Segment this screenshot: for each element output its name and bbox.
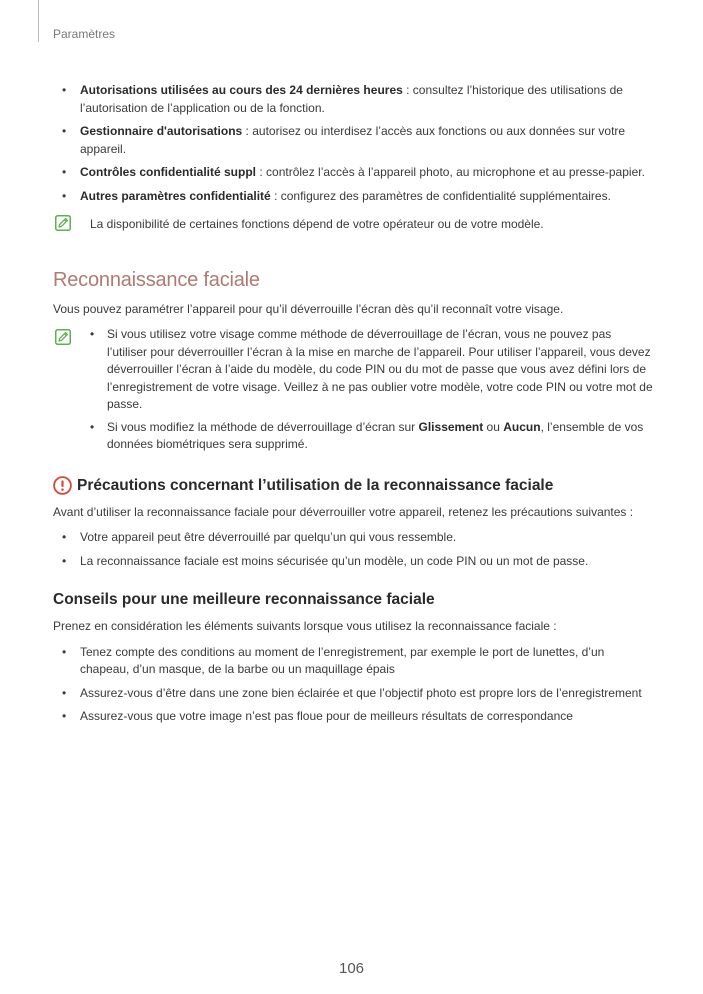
face-intro: Vous pouvez paramétrer l’appareil pour qu’il déverrouille l’écran dès qu’il reconnaît votre visage. <box>53 301 564 316</box>
list-item: • Tenez compte des conditions au moment de l’enregistrement, par exemple le port de lunettes, d’un chapeau, d’un masque, de la barbe ou un maquillage épais <box>53 644 653 679</box>
list-item: • Si vous utilisez votre visage comme méthode de déverrouillage de l’écran, vous ne pouvez pas l’utiliser pour déverrouiller l’écran à la mise en marche de l’appareil. Pour utiliser l’appareil, vous devez déverrouiller l’écran à l’aide du modèle, du code PIN ou du mot de passe que vous avez défini lors de l’enregistrement de votre visage. Veillez à ne pas oublier votre modèle, votre code PIN ou votre mot de passe. <box>90 326 653 414</box>
note-pencil-icon <box>55 329 71 345</box>
page-number: 106 <box>338 960 365 977</box>
precautions-heading <box>53 476 653 496</box>
privacy-bullet-list <box>53 82 653 205</box>
precautions-list <box>53 529 653 570</box>
list-item: • Gestionnaire d'autorisations : autorisez ou interdisez l’accès aux fonctions ou aux données sur votre appareil. <box>53 123 653 158</box>
header-rule <box>38 0 39 42</box>
list-item: • Si vous modifiez la méthode de déverrouillage d’écran sur Glissement ou Aucun, l’ensemble de vos données biométriques sera supprimé. <box>90 419 653 454</box>
note-pencil-icon <box>55 215 71 231</box>
page-content <box>53 82 653 732</box>
exclamation-circle-icon <box>53 476 72 495</box>
running-header: Paramètres <box>53 27 116 41</box>
section-title-face-recognition: Reconnaissance faciale <box>53 268 260 291</box>
list-item: • Autres paramètres confidentialité : configurez des paramètres de confidentialité supplémentaires. <box>53 188 653 206</box>
list-item: • Autorisations utilisées au cours des 24 dernières heures : consultez l’historique des utilisations de l’autorisation de l’application ou de la fonction. <box>53 82 653 117</box>
list-item: • Votre appareil peut être déverrouillé par quelqu’un qui vous ressemble. <box>53 529 653 547</box>
tips-heading: Conseils pour une meilleure reconnaissance faciale <box>53 591 435 608</box>
note-text: La disponibilité de certaines fonctions dépend de votre opérateur ou de votre modèle. <box>90 217 544 231</box>
list-item: • Assurez-vous que votre image n’est pas floue pour de meilleurs résultats de correspondance <box>53 708 653 726</box>
availability-note <box>53 215 653 234</box>
tips-list <box>53 644 653 726</box>
tips-intro: Prenez en considération les éléments suivants lorsque vous utilisez la reconnaissance faciale : <box>53 619 557 633</box>
list-item: • La reconnaissance faciale est moins sécurisée qu’un modèle, un code PIN ou un mot de passe. <box>53 553 653 571</box>
face-note-list <box>90 326 653 454</box>
list-item: • Contrôles confidentialité suppl : contrôlez l’accès à l’appareil photo, au microphone et au presse-papier. <box>53 164 653 182</box>
precautions-title: Précautions concernant l’utilisation de la reconnaissance faciale <box>77 476 554 494</box>
list-item: • Assurez-vous d’être dans une zone bien éclairée et que l’objectif photo est propre lors de l’enregistrement <box>53 685 653 703</box>
face-note <box>53 326 653 454</box>
precautions-intro: Avant d’utiliser la reconnaissance faciale pour déverrouiller votre appareil, retenez les précautions suivantes : <box>53 504 634 519</box>
